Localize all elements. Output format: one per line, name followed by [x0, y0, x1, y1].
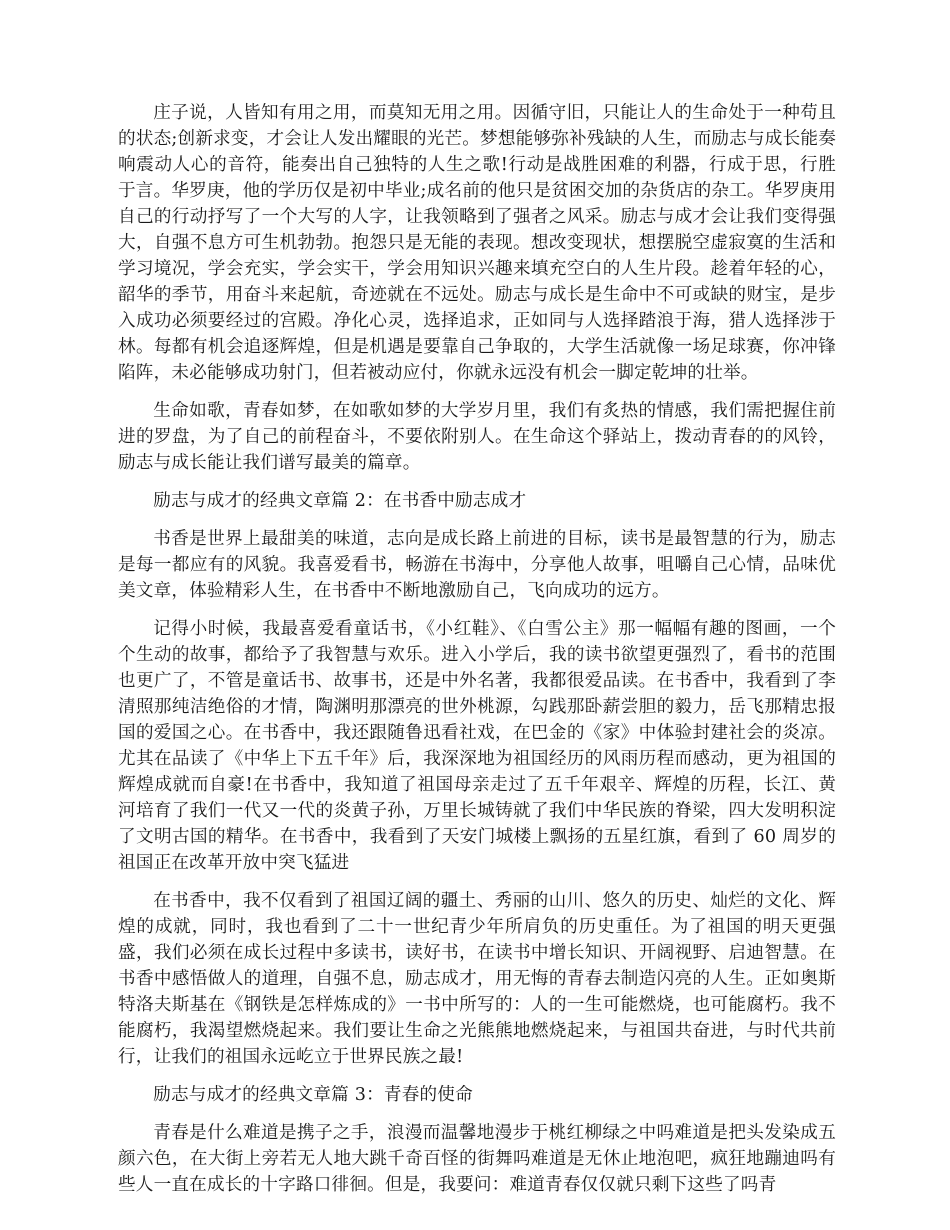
paragraph: 庄子说，人皆知有用之用，而莫知无用之用。因循守旧，只能让人的生命处于一种苟且的状态;创新求变，才会让人发出耀眼的光芒。梦想能够弥补残缺的人生，而励志与成长能奏响震动人心的音符，能奏出自己独特的人生之歌!行动是战胜困难的利器，行成于思，行胜于言。华罗庚，他的学历仅是初中毕业;成名前的他只是贫困交加的杂货店的杂工。华罗庚用自己的行动抒写了一个大写的人字，让我领略到了强者之风采。励志与成才会让我们变得强大，自强不息方可生机勃勃。抱怨只是无能的表现。想改变现状，想摆脱空虚寂寞的生活和学习境况，学会充实，学会实干，学会用知识兴趣来填充空白的人生片段。趁着年轻的心，韶华的季节，用奋斗来起航，奇迹就在不远处。励志与成长是生命中不可或缺的财宝，是步入成功必须要经过的宫殿。净化心灵，选择追求，正如同与人选择踏浪于海，猎人选择涉于林。每都有机会追逐辉煌，但是机遇是要靠自己争取的，大学生活就像一场足球赛，你冲锋陷阵，未必能够成功射门，但若被动应付，你就永远没有机会一脚定乾坤的壮举。	[118, 103, 836, 383]
paragraph: 在书香中，我不仅看到了祖国辽阔的疆土、秀丽的山川、悠久的历史、灿烂的文化、辉煌的成就，同时，我也看到了二十一世纪青少年所肩负的历史重任。为了祖国的明天更强盛，我们必须在成长过程中多读书，读好书，在读书中增长知识、开阔视野、启迪智慧。在书香中感悟做人的道理，自强不息，励志成才，用无悔的青春去制造闪亮的人生。正如奥斯特洛夫斯基在《钢铁是怎样炼成的》一书中所写的：人的一生可能燃烧，也可能腐朽。我不能腐朽，我渴望燃烧起来。我们要让生命之光熊熊地燃烧起来，与祖国共奋进，与时代共前行，让我们的祖国永远屹立于世界民族之最!	[118, 891, 836, 1067]
paragraph: 生命如歌，青春如梦，在如歌如梦的大学岁月里，我们有炙热的情感，我们需把握住前进的罗盘，为了自己的前程奋斗，不要依附别人。在生命这个驿站上，拨动青春的的风铃，励志与成长能让我们谱写最美的篇章。	[118, 401, 836, 473]
paragraph: 书香是世界上最甜美的味道，志向是成长路上前进的目标，读书是最智慧的行为，励志是每一都应有的风貌。我喜爱看书，畅游在书海中，分享他人故事，咀嚼自己心情，品味优美文章，体验精彩人生，在书香中不断地激励自己，飞向成功的远方。	[118, 529, 836, 601]
paragraph: 青春是什么难道是携子之手，浪漫而温馨地漫步于桃红柳绿之中吗难道是把头发染成五颜六色，在大街上旁若无人地大跳千奇百怪的街舞吗难道是无休止地泡吧，疯狂地蹦迪吗有些人一直在成长的十字路口徘徊。但是，我要问：难道青春仅仅就只剩下这些了吗青	[118, 1123, 836, 1195]
document-body	[118, 100, 836, 1210]
section-heading: 励志与成才的经典文章篇 3：青春的使命	[153, 1085, 473, 1105]
paragraph: 记得小时候，我最喜爱看童话书，《小红鞋》、《白雪公主》那一幅幅有趣的图画，一个个生动的故事，都给予了我智慧与欢乐。进入小学后，我的读书欲望更强烈了，看书的范围也更广了，不管是童话书、故事书，还是中外名著，我都很爱品读。在书香中，我看到了李清照那纯洁绝俗的才情，陶渊明那漂亮的世外桃源，勾践那卧薪尝胆的毅力，岳飞那精忠报国的爱国之心。在书香中，我还跟随鲁迅看社戏，在巴金的《家》中体验封建社会的炎凉。尤其在品读了《中华上下五千年》后，我深深地为祖国经历的风雨历程而感动，更为祖国的辉煌成就而自豪!在书香中，我知道了祖国母亲走过了五千年艰辛、辉煌的历程，长江、黄河培育了我们一代又一代的炎黄子孙，万里长城铸就了我们中华民族的脊梁，四大发明积淀了文明古国的精华。在书香中，我看到了天安门城楼上飘扬的五星红旗，看到了 60 周岁的祖国正在改革开放中突飞猛进	[118, 619, 836, 873]
section-heading: 励志与成才的经典文章篇 2：在书香中励志成才	[153, 491, 527, 511]
